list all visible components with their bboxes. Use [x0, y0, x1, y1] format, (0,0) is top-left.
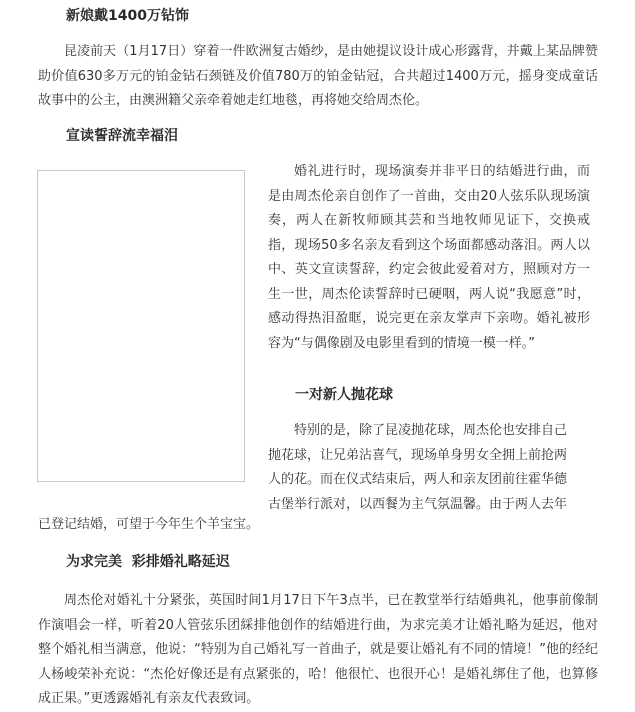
section-heading-vows: 宣读誓辞流幸福泪	[66, 128, 178, 144]
paragraph-bouquet-tail: 已登记结婚，可望于今年生个羊宝宝。	[38, 517, 260, 532]
paragraph-bouquet-line: 人的花。而在仪式结束后，两人和亲友团前往霍华德	[268, 472, 568, 487]
paragraph-bouquet-line: 抛花球，让兄弟沾喜气，现场单身男女全拥上前抢两	[268, 447, 568, 463]
paragraph-bouquet	[268, 419, 590, 517]
paragraph-rehearsal: 周杰伦对婚礼十分紧张，英国时间1月17日下午3点半，已在教堂举行结婚典礼，他事前像制作演唱会一样，听着20人管弦乐团綵排他创作的结婚进行曲，为求完美才让婚礼略为延迟，他对整个婚礼相当满意，他说：“特别为自己婚礼写一首曲子，就是要让婚礼有不同的情境！”他的经纪人杨峻荣补充说：“杰伦好像还是有点紧张的，哈！他很忙、也很开心！是婚礼绑住了他，也算修成正果。”更透露婚礼有亲友代表致词。	[38, 593, 598, 706]
paragraph-bouquet-line: 特别的是，除了昆凌抛花球，周杰伦也安排自己	[294, 423, 568, 438]
paragraph-vows: 婚礼进行时，现场演奏并非平日的结婚进行曲，而是由周杰伦亲自创作了一首曲，交由20人弦乐队现场演奏，两人在新牧师顾其芸和当地牧师见证下，交换戒指，现场50多名亲友看到这个场面都感动落泪。两人以中、英文宣读誓辞，约定会彼此爱着对方，照顾对方一生一世，周杰伦读誓辞时已硬咽，两人说“我愿意”时，感动得热泪盈眶，说完更在亲友掌声下亲吻。婚礼被形容为“与偶像剧及电影里看到的情境一模一样。”	[268, 164, 590, 351]
section-heading-bride-jewelry: 新娘戴1400万钻饰	[66, 8, 189, 24]
paragraph-bride-jewelry: 昆凌前天（1月17日）穿着一件欧洲复古婚纱，是由她提议设计成心形露背，并戴上某品牌赞助价值630多万元的铂金钻石颈链及价值780万的铂金钻冠，合共超过1400万元，摇身变成童话故事中的公主，由澳洲籍父亲牵着她走红地毯，再将她交给周杰伦。	[38, 44, 598, 108]
section-heading-rehearsal: 为求完美 彩排婚礼略延迟	[66, 554, 230, 570]
paragraph-bouquet-line: 古堡举行派对，以西餐为主气氛温馨。由于两人去年	[268, 496, 568, 512]
photo-placeholder	[37, 170, 245, 482]
section-heading-bouquet: 一对新人抛花球	[295, 387, 393, 403]
